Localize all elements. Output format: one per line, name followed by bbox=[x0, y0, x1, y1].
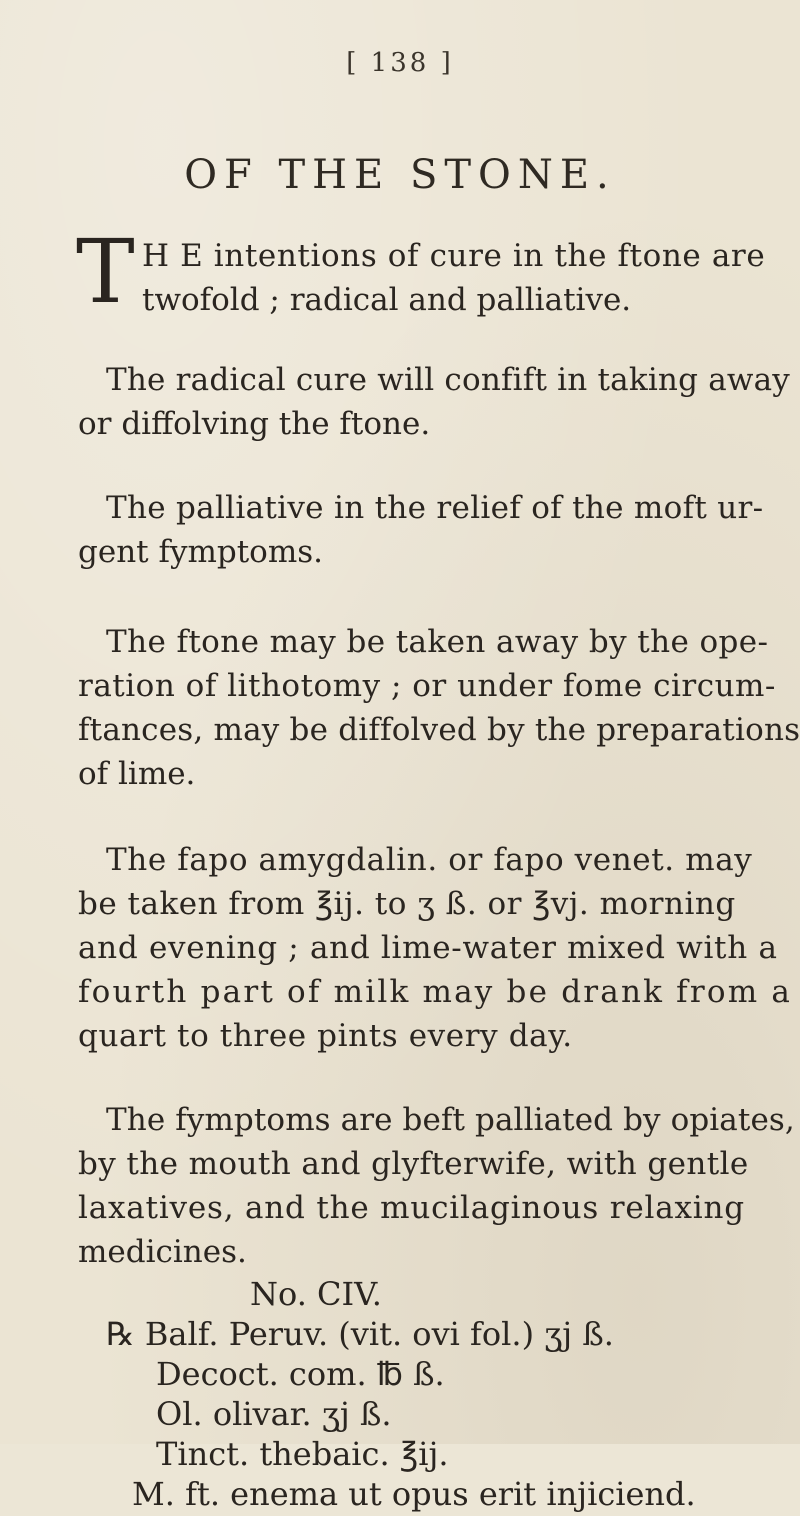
paragraph-line: The fapo amygdalin. or fapo venet. may bbox=[106, 842, 753, 878]
paragraph-line: medicines. bbox=[78, 1234, 247, 1270]
paragraph-line: The radical cure will confift in taking away bbox=[106, 362, 791, 398]
paragraph-line: H E intentions of cure in the ftone are bbox=[142, 238, 766, 274]
paragraph-line: or diffolving the ftone. bbox=[78, 406, 431, 442]
paragraph-line: by the mouth and glyfterwife, with gentle bbox=[78, 1146, 749, 1182]
paragraph-line: of lime. bbox=[78, 756, 196, 792]
recipe-number: No. CIV. bbox=[250, 1275, 382, 1313]
chapter-title: OF THE STONE. bbox=[184, 152, 616, 198]
paragraph-line: fourth part of milk may be drank from a bbox=[78, 974, 793, 1010]
paragraph-line: laxatives, and the mucilaginous relaxing bbox=[78, 1190, 745, 1226]
paragraph-line: The ftone may be taken away by the ope- bbox=[106, 624, 769, 660]
recipe-line: ℞ Balf. Peruv. (vit. ovi fol.) ʒj ß. bbox=[106, 1315, 614, 1353]
paragraph-line: and evening ; and lime-water mixed with a bbox=[78, 930, 778, 966]
paragraph-line: ftances, may be diffolved by the preparations bbox=[78, 712, 800, 748]
recipe-line: Decoct. com. ℔ ß. bbox=[156, 1355, 445, 1393]
recipe-line: Ol. olivar. ʒj ß. bbox=[156, 1395, 392, 1433]
paragraph-line: The palliative in the relief of the moft ur- bbox=[106, 490, 764, 526]
paragraph-line: gent fymptoms. bbox=[78, 534, 323, 570]
recipe-line: Tinct. thebaic. ℥ij. bbox=[156, 1435, 449, 1473]
page-number: [ 138 ] bbox=[346, 48, 454, 78]
recipe-line: M. ft. enema ut opus erit injiciend. bbox=[132, 1475, 696, 1513]
paragraph-line: The fymptoms are beft palliated by opiates, bbox=[106, 1102, 795, 1138]
paragraph-line: quart to three pints every day. bbox=[78, 1018, 573, 1054]
paragraph-line: twofold ; radical and palliative. bbox=[142, 282, 632, 318]
paragraph-line: ration of lithotomy ; or under fome circum- bbox=[78, 668, 776, 704]
drop-cap: T bbox=[76, 220, 135, 323]
paragraph-line: be taken from ℥ij. to ʒ ß. or ℥vj. morning bbox=[78, 886, 736, 922]
